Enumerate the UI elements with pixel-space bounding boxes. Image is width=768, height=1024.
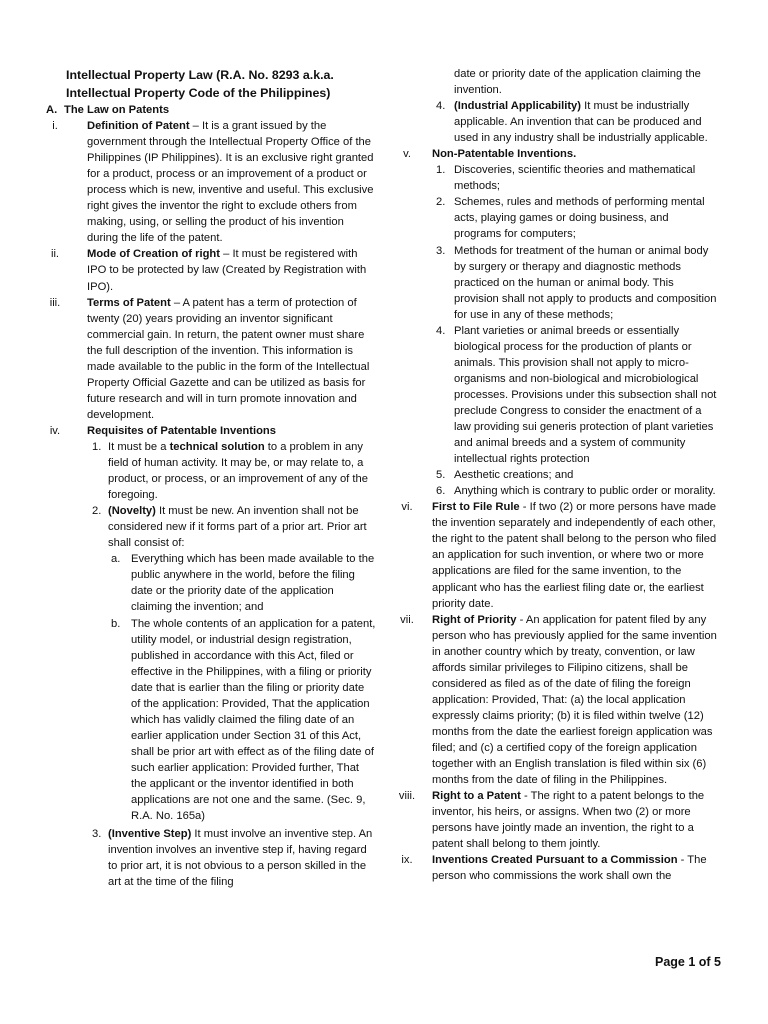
section-i <box>40 118 376 246</box>
requisite-item-2a <box>40 551 376 615</box>
requisite-item-2b <box>40 616 376 825</box>
non-patentable-item-marker: 4. <box>436 324 446 337</box>
section-ix-term: Inventions Created Pursuant to a Commission <box>432 854 678 867</box>
section-ii-marker: ii. <box>50 248 60 261</box>
section-iii-text: – A patent has a term of protection of twenty (20) years providing an inventor significant commercial gain. In return, the patent owner must share the full description of the invention. This information is made available to the public in the form of the Intellectual Property Official Gazette and can be utilized as basis for future research and will in turn promote innovation and development. <box>87 296 370 421</box>
non-patentable-item-text: Discoveries, scientific theories and mathematical methods; <box>454 164 696 193</box>
section-a-label: The Law on Patents <box>64 104 170 116</box>
right-column <box>396 66 718 884</box>
section-v-marker: v. <box>403 148 411 161</box>
non-patentable-item-marker: 1. <box>436 164 446 177</box>
section-i-term: Definition of Patent <box>87 120 190 133</box>
requisite-item-3 <box>40 826 376 890</box>
requisite-item-3-text: It must involve an inventive step. An invention involves an inventive step if, having regard to prior art, it is not obvious to a person skilled in the art at the time of the filing <box>108 828 373 889</box>
requisite-item-1-marker: 1. <box>92 440 102 453</box>
requisite-item-1-pre: It must be a <box>108 440 170 453</box>
section-v-heading <box>396 146 718 162</box>
section-vii-term: Right of Priority <box>432 613 517 626</box>
section-vii-marker: vii. <box>400 613 414 626</box>
section-viii-term: Right to a Patent <box>432 790 521 803</box>
section-iii-marker: iii. <box>49 296 61 309</box>
non-patentable-item-marker: 6. <box>436 485 446 498</box>
requisite-item-2 <box>40 503 376 551</box>
non-patentable-item-text: Methods for treatment of the human or animal body by surgery or therapy and diagnostic methods practiced on the human or animal body. This provision shall not apply to products and composition for use in any of these methods; <box>454 244 717 321</box>
section-vii-text: - An application for patent filed by any person who has previously applied for the same invention in another country which by treaty, convention, or law affords similar privileges to Filipino citizens, shall be considered as filed as of the date of filing the foreign application: Provided, That: (a) the local application expressly claims priority; (b) it is filed within twelve (12) months from the date the earliest foreign application was filed; and (c) a certified copy of the foreign application together with an English translation is filed within six (6) months from the date of filing in the Philippines. <box>432 613 717 787</box>
section-vi-text: - If two (2) or more persons have made the invention separately and independently of each other, the right to the patent shall belong to the person who filed an application for such invention, or where two or more applications are filed for the same invention, to the applicant who has the earliest filing date or, the earliest priority date. <box>432 501 717 610</box>
non-patentable-item-text: Schemes, rules and methods of performing mental acts, playing games or doing business, and programs for computers; <box>454 196 705 241</box>
section-vi-term: First to File Rule <box>432 501 520 514</box>
section-viii-text: - The right to a patent belongs to the inventor, his heirs, or assigns. When two (2) or more persons have jointly made an invention, the right to a patent shall belong to them jointly. <box>432 790 705 851</box>
section-vi <box>396 499 718 611</box>
section-ix-text: - The person who commissions the work shall own the <box>432 854 707 883</box>
non-patentable-item <box>396 467 718 483</box>
non-patentable-item <box>396 194 718 242</box>
non-patentable-item-marker: 3. <box>436 244 446 257</box>
non-patentable-item-marker: 2. <box>436 196 446 209</box>
requisite-item-2a-marker: a. <box>111 553 121 566</box>
requisite-item-4-term: (Industrial Applicability) <box>454 100 582 113</box>
requisite-item-2-marker: 2. <box>92 505 102 518</box>
section-iii-term: Terms of Patent <box>87 296 171 309</box>
document-title-line-1: Intellectual Property Law (R.A. No. 8293 a.k.a. <box>66 68 334 82</box>
section-vii <box>396 612 718 789</box>
section-ix-marker: ix. <box>401 854 413 867</box>
requisite-item-2b-marker: b. <box>111 617 121 630</box>
section-iii <box>40 295 376 423</box>
non-patentable-item-marker: 5. <box>436 469 446 482</box>
requisite-item-4-text: It must be industrially applicable. An invention that can be produced and used in any industry shall be industrially applicable. <box>454 100 708 145</box>
section-a-marker: A. <box>46 104 58 116</box>
section-viii <box>396 788 718 852</box>
section-ii-term: Mode of Creation of right <box>87 248 220 261</box>
requisite-item-3-continued: date or priority date of the application claiming the invention. <box>454 68 701 97</box>
section-i-text: – It is a grant issued by the government through the Intellectual Property Office of the Philippines (IP Philippines). It is an exclusive right granted for a product, process or an improvement of a product or process which is new, inventive and useful. This exclusive right gives the inventor the right to exclude others from making, using, or selling the product of his invention during the life of the patent. <box>87 120 374 245</box>
requisite-item-2-text: It must be new. An invention shall not be considered new if it forms part of a prior art. Prior art shall consist of: <box>108 505 367 550</box>
section-viii-marker: viii. <box>398 790 416 803</box>
document-title-line-2: Intellectual Property Code of the Philippines) <box>66 86 331 100</box>
requisite-item-1-text: to a problem in any field of human activity. It may be, or may relate to, a product, or process, or an improvement of any of the foregoing. <box>108 440 368 502</box>
non-patentable-item <box>396 243 718 323</box>
requisite-item-4-marker: 4. <box>436 100 446 113</box>
non-patentable-item-text: Anything which is contrary to public order or morality. <box>454 485 716 498</box>
section-ii <box>40 246 376 294</box>
non-patentable-item <box>396 162 718 194</box>
requisite-item-3-marker: 3. <box>92 828 102 841</box>
section-iv-marker: iv. <box>49 424 61 437</box>
section-i-marker: i. <box>52 120 58 133</box>
requisite-item-2-term: (Novelty) <box>108 505 156 518</box>
section-iv-heading <box>40 423 376 439</box>
section-a-heading <box>40 102 376 118</box>
section-ii-text: – It must be registered with IPO to be protected by law (Created by Registration with IPO). <box>87 248 367 293</box>
section-iv-term: Requisites of Patentable Inventions <box>87 424 276 437</box>
non-patentable-item-text: Plant varieties or animal breeds or essentially biological process for the production of plants or animals. This provision shall not apply to micro-organisms and non-biological and microbiological processes. Provisions under this subsection shall not preclude Congress to consider the enactment of a law providing sui generis protection of plant varieties and animal breeds and a system of community intellectual rights protection <box>454 324 717 466</box>
page-number: Page 1 of 5 <box>655 955 721 969</box>
non-patentable-item <box>396 323 718 467</box>
requisite-item-2a-text: Everything which has been made available to the public anywhere in the world, before the filing date or the priority date of the application claiming the invention; and <box>131 553 375 614</box>
requisite-item-2b-text: The whole contents of an application for a patent, utility model, or industrial design registration, published in accordance with this Act, filed or effective in the Philippines, with a filing or priority date that is earlier than the filing or priority date of the application: Provided, That the application which has validly claimed the filing date of an earlier application under Section 31 of this Act, shall be prior art with effect as of the filing date of such earlier application: Provided further, That the applicant or the inventor identified in both applications are not one and the same. (Sec. 9, R.A. No. 165a) <box>131 617 376 823</box>
requisite-item-1-term: technical solution <box>169 440 265 453</box>
section-v-term: Non-Patentable Inventions. <box>432 148 577 161</box>
requisite-item-3-term: (Inventive Step) <box>108 828 192 841</box>
non-patentable-item-text: Aesthetic creations; and <box>454 469 574 482</box>
section-vi-marker: vi. <box>401 501 413 514</box>
requisite-item-1 <box>40 439 376 503</box>
non-patentable-item <box>396 483 718 499</box>
left-column <box>40 66 376 890</box>
requisite-item-4 <box>396 98 718 146</box>
section-ix <box>396 852 718 884</box>
